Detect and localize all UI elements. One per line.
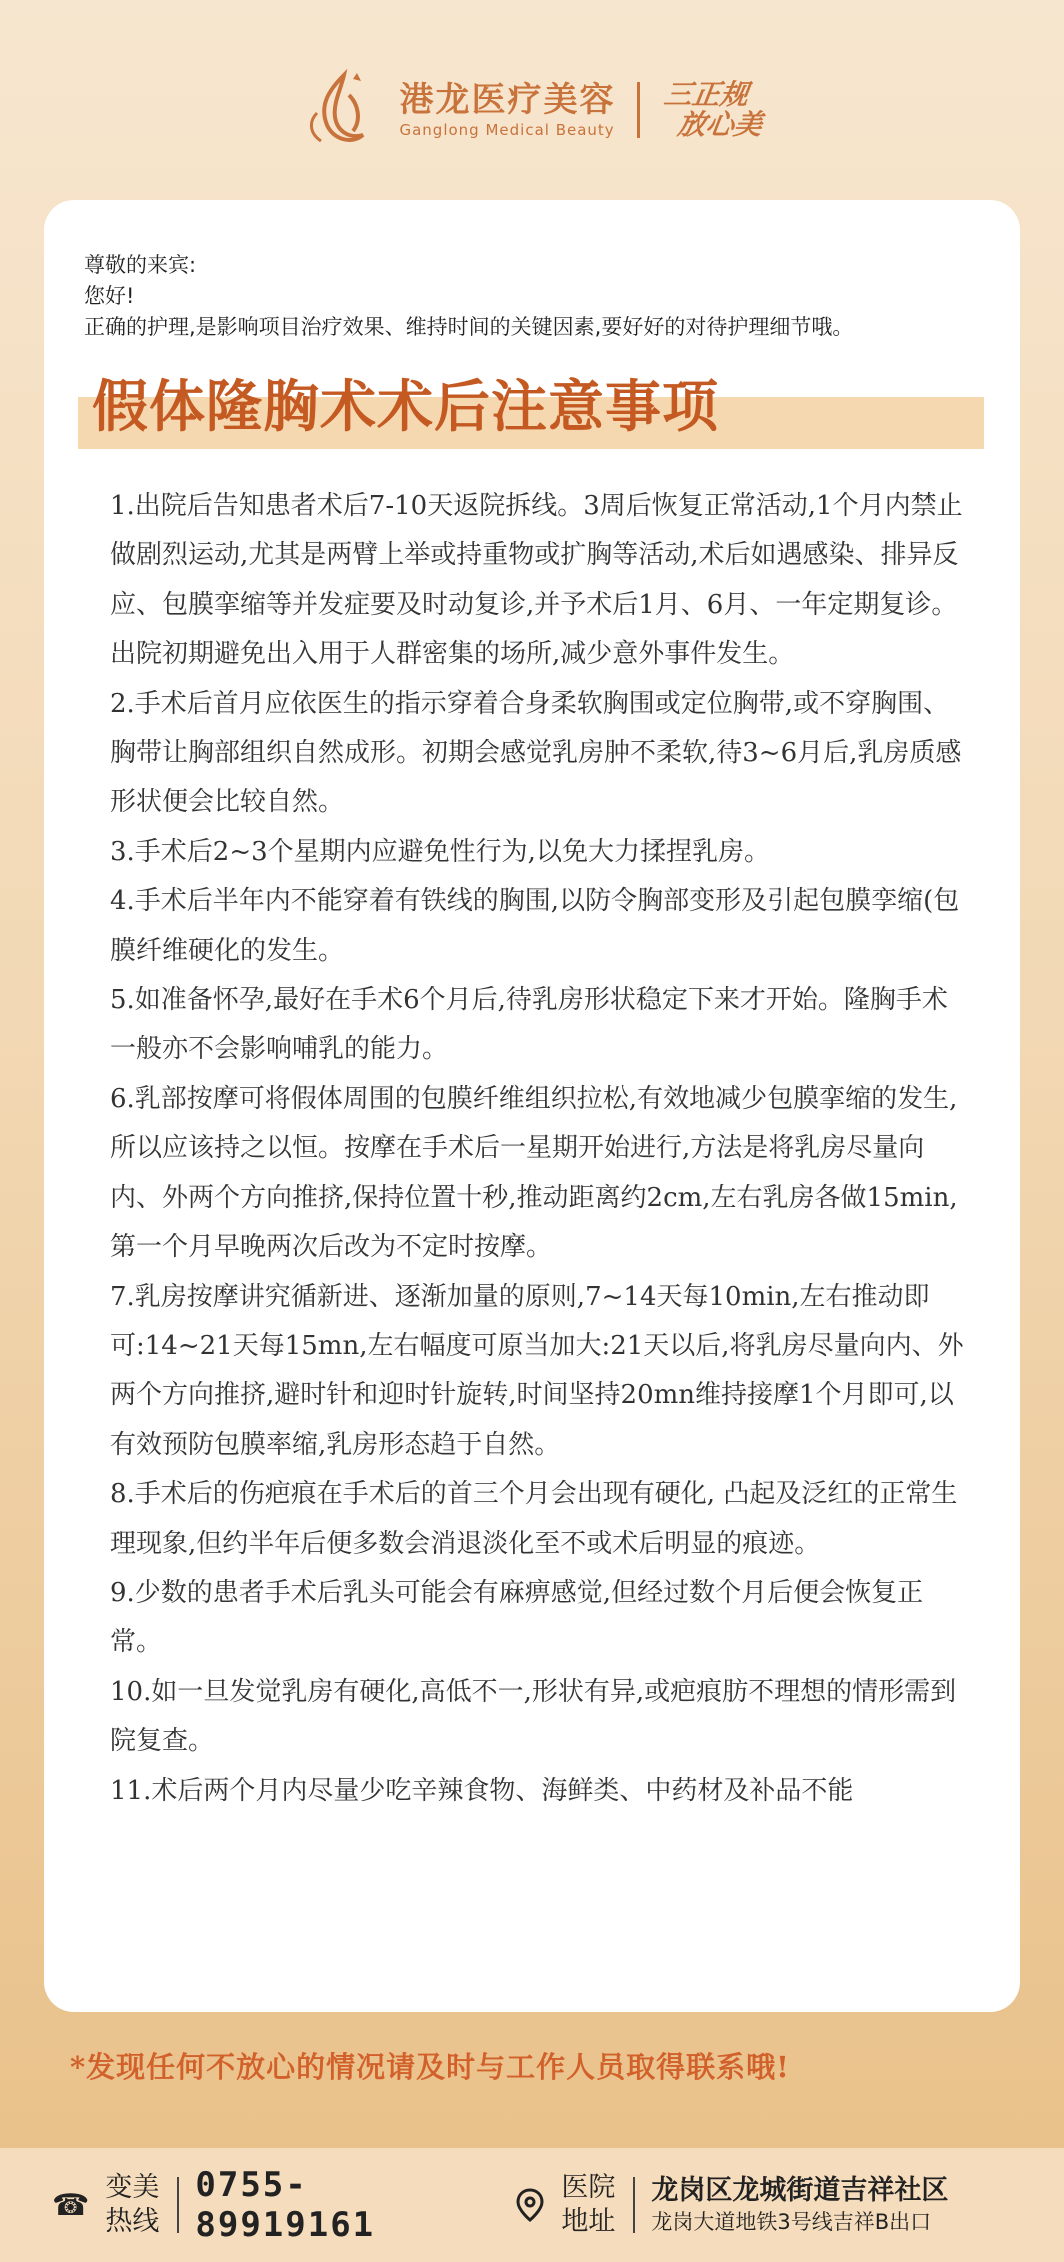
address-label-1: 医院 <box>561 2172 616 2203</box>
hotline-label-2: 热线 <box>105 2206 160 2237</box>
address-line-2: 龙岗大道地铁3号线吉祥B出口 <box>651 2210 932 2234</box>
header <box>0 60 1064 160</box>
title-block <box>78 372 984 452</box>
list-item: 10.如一旦发觉乳房有硬化,高低不一,形状有异,或疤痕肪不理想的情形需到院复查。 <box>110 1676 957 1757</box>
slogan-line-2: 放心美 <box>676 108 765 141</box>
address <box>651 2174 948 2236</box>
brand <box>399 80 615 140</box>
content-card <box>44 200 1020 2012</box>
footer-divider <box>633 2177 635 2233</box>
slogan <box>658 80 768 140</box>
list-item: 4.手术后半年内不能穿着有铁线的胸围,以防令胸部变形及引起包膜孪缩(包膜纤维硬化的发生。 <box>110 886 960 966</box>
phone-icon: ☎ <box>52 2187 90 2223</box>
footer-divider <box>177 2177 179 2233</box>
hello: 您好! <box>84 284 135 308</box>
footer <box>0 2148 1064 2262</box>
intro: 正确的护理,是影响项目治疗效果、维持时间的关键因素,要好好的对待护理细节哦。 <box>84 315 854 339</box>
location-pin-icon <box>515 2188 545 2222</box>
instructions-list <box>110 482 970 1816</box>
list-item: 1.出院后告知患者术后7-10天返院拆线。3周后恢复正常活动,1个月内禁止做剧烈运动,尤其是两臂上举或持重物或扩胸等活动,术后如遇感染、排异反应、包膜挛缩等并发症要及时动复诊,并予术后1月、6月、一年定期复诊。出院初期避免出入用于人群密集的场所,减少意外事件发生。 <box>110 491 963 670</box>
address-line-1: 龙岗区龙城街道吉祥社区 <box>651 2175 949 2206</box>
hotline-label <box>105 2171 161 2239</box>
greeting <box>84 250 984 343</box>
phoenix-logo-icon <box>299 65 389 155</box>
list-item: 2.手术后首月应依医生的指示穿着合身柔软胸围或定位胸带,或不穿胸围、胸带让胸部组织自然成形。初期会感觉乳房肿不柔软,待3~6月后,乳房质感形状便会比较自然。 <box>110 688 962 818</box>
list-item: 7.乳房按摩讲究循新进、逐渐加量的原则,7~14天每10min,左右推动即可:14~21天每15mn,左右幅度可原当加大:21天以后,将乳房尽量向内、外两个方向推挤,避时针和迎时针旋转,时间坚持20mn维持接摩1个月即可,以有效预防包膜率缩,乳房形态趋于自然。 <box>110 1281 964 1460</box>
list-item: 3.手术后2~3个星期内应避免性行为,以免大力揉捏乳房。 <box>110 836 770 867</box>
list-item: 11.术后两个月内尽量少吃辛辣食物、海鲜类、中药材及补品不能 <box>110 1775 854 1806</box>
address-label <box>561 2171 617 2239</box>
hotline-label-1: 变美 <box>105 2172 160 2203</box>
contact-notice: *发现任何不放心的情况请及时与工作人员取得联系哦! <box>70 2050 790 2084</box>
brand-name-cn: 港龙医疗美容 <box>399 80 616 120</box>
brand-name-en: Ganglong Medical Beauty <box>399 121 615 139</box>
header-divider <box>637 82 640 138</box>
list-item: 5.如准备怀孕,最好在手术6个月后,待乳房形状稳定下来才开始。隆胸手术一般亦不会影响哺乳的能力。 <box>110 985 948 1065</box>
salutation: 尊敬的来宾: <box>84 253 197 277</box>
list-item: 6.乳部按摩可将假体周围的包膜纤维组织拉松,有效地减少包膜挛缩的发生,所以应该持之以恒。按摩在手术后一星期开始进行,方法是将乳房尽量向内、外两个方向推挤,保持位置十秒,推动距离约2cm,左右乳房各做15min,第一个月早晚两次后改为不定时按摩。 <box>110 1083 958 1263</box>
page-title: 假体隆胸术术后注意事项 <box>92 374 719 440</box>
address-label-2: 地址 <box>561 2206 616 2237</box>
list-item: 8.手术后的伤疤痕在手术后的首三个月会出现有硬化, 凸起及泛红的正常生理现象,但约半年后便多数会消退淡化至不或术后明显的痕迹。 <box>110 1479 958 1559</box>
slogan-line-1: 三正规 <box>662 78 751 111</box>
hotline-number[interactable]: 0755-89919161 <box>195 2165 376 2245</box>
list-item: 9.少数的患者手术后乳头可能会有麻痹感觉,但经过数个月后便会恢复正常。 <box>110 1577 924 1658</box>
